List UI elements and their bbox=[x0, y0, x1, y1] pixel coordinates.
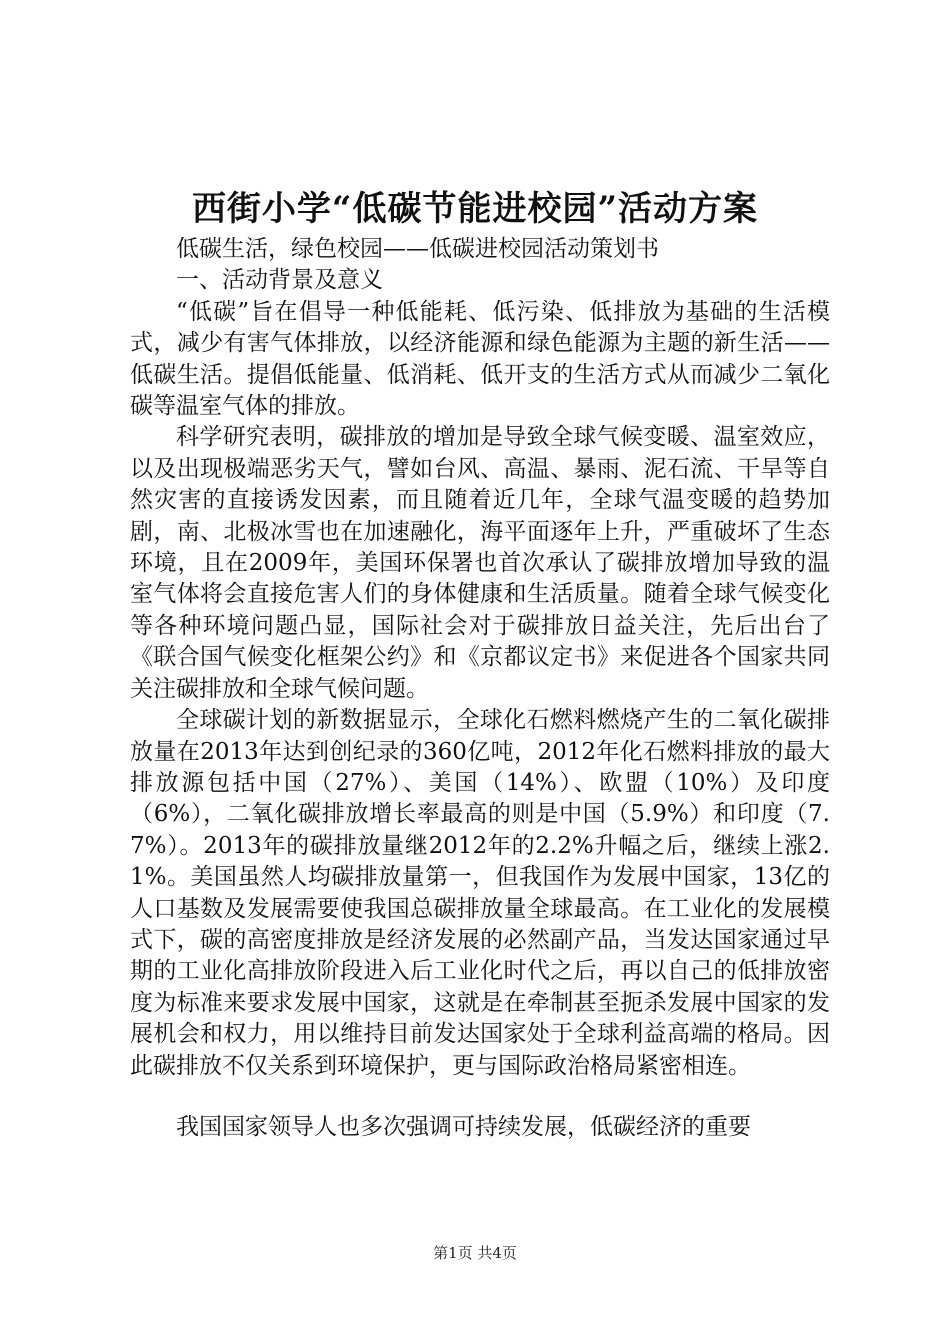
paragraph-global-carbon-data: 全球碳计划的新数据显示，全球化石燃料燃烧产生的二氧化碳排放量在2013年达到创纪录的360亿吨，2012年化石燃料排放的最大排放源包括中国（27%）、美国（14%）、欧盟（10%）及印度（6%），二氧化碳排放增长率最高的则是中国（5.9%）和印度（7.7%）。2013年的碳排放量继2012年的2.2%升幅之后，继续上涨2.1%。美国虽然人均碳排放量第一，但我国作为发展中国家，13亿的人口基数及发展需要使我国总碳排放量全球最高。在工业化的发展模式下，碳的高密度排放是经济发展的必然副产品，当发达国家通过早期的工业化高排放阶段进入后工业化时代之后，再以自己的低排放密度为标准来要求发展中国家，这就是在牵制甚至扼杀发展中国家的发展机会和权力，用以维持目前发达国家处于全球利益高端的格局。因此碳排放不仅关系到环境保护，更与国际政治格局紧密相连。 bbox=[130, 707, 830, 1079]
paragraph-gap bbox=[130, 1082, 830, 1112]
document-title: 西街小学“低碳节能进校园”活动方案 bbox=[191, 189, 759, 229]
page-footer: 第1页 共4页 bbox=[433, 1244, 517, 1262]
section-heading: 一、活动背景及意义 bbox=[176, 267, 383, 294]
paragraph-low-carbon-definition: “低碳”旨在倡导一种低能耗、低污染、低排放为基础的生活模式，减少有害气体排放，以经济能源和绿色能源为主题的新生活——低碳生活。提倡低能量、低消耗、低开支的生活方式从而减少二氧化碳等温室气体的排放。 bbox=[130, 298, 830, 420]
subtitle-paragraph: 低碳生活，绿色校园——低碳进校园活动策划书 bbox=[176, 236, 659, 262]
document-body bbox=[130, 234, 830, 1143]
paragraph-scientific-research: 科学研究表明，碳排放的增加是导致全球气候变暖、温室效应，以及出现极端恶劣天气，譬如台风、高温、暴雨、泥石流、干旱等自然灾害的直接诱发因素，而且随着近几年，全球气温变暖的趋势加剧，南、北极冰雪也在加速融化，海平面逐年上升，严重破坏了生态环境，且在2009年，美国环保署也首次承认了碳排放增加导致的温室气体将会直接危害人们的身体健康和生活质量。随着全球气候变化等各种环境问题凸显，国际社会对于碳排放日益关注，先后出台了《联合国气候变化框架公约》和《京都议定书》来促进各个国家共同关注碳排放和全球气候问题。 bbox=[130, 424, 830, 702]
paragraph-national-leaders: 我国国家领导人也多次强调可持续发展，低碳经济的重要 bbox=[176, 1113, 751, 1140]
